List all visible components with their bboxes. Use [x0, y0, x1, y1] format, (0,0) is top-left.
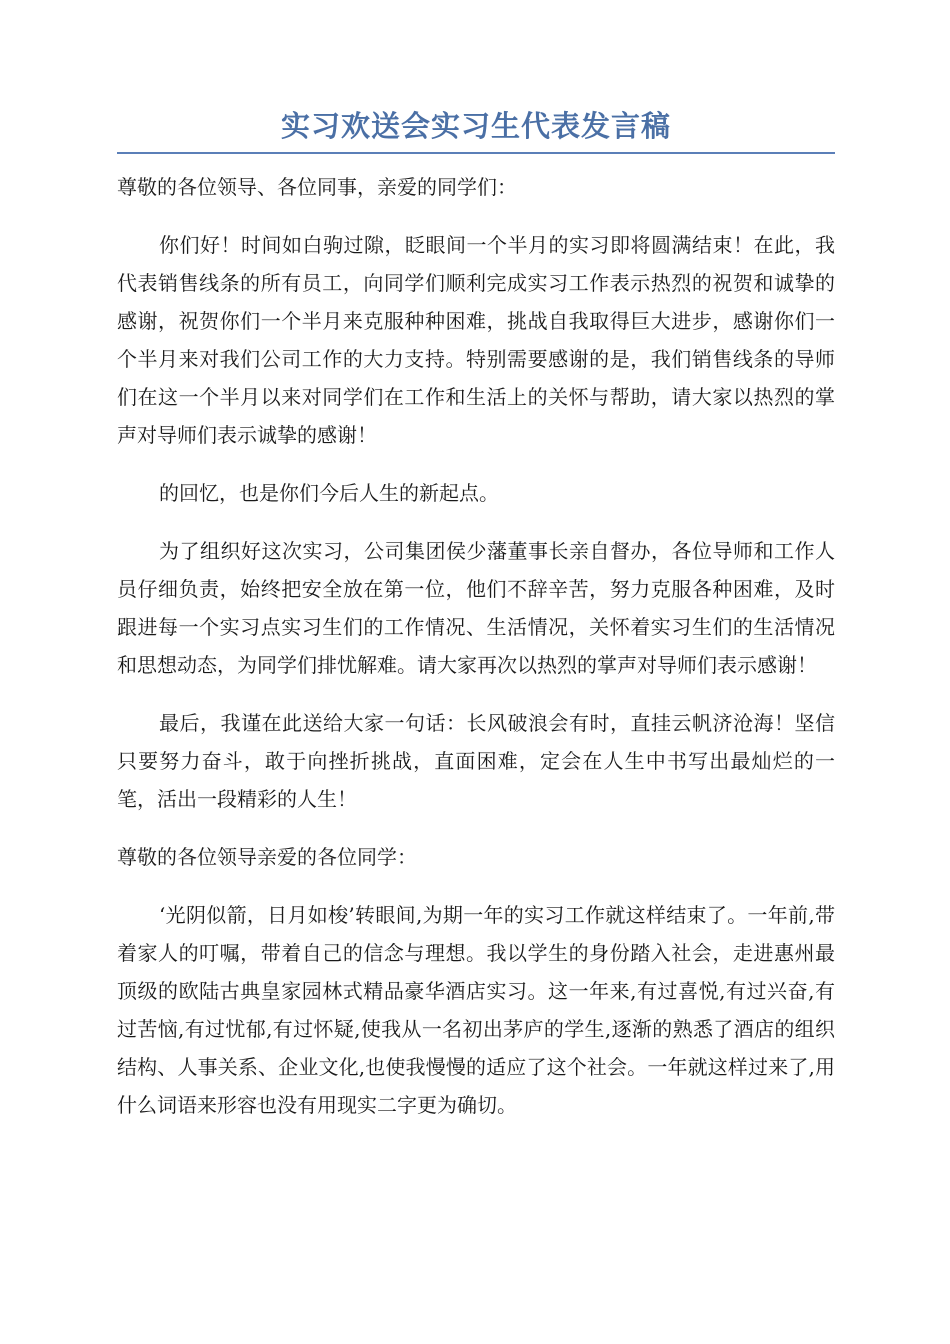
- title-underline: [117, 152, 835, 154]
- body-paragraph: 你们好！时间如白驹过隙，眨眼间一个半月的实习即将圆满结束！在此，我代表销售线条的所有员工，向同学们顺利完成实习工作表示热烈的祝贺和诚挚的感谢，祝贺你们一个半月来克服种种困难，挑战自我取得巨大进步，感谢你们一个半月来对我们公司工作的大力支持。特别需要感谢的是，我们销售线条的导师们在这一个半月以来对同学们在工作和生活上的关怀与帮助，请大家以热烈的掌声对导师们表示诚挚的感谢！: [117, 233, 835, 447]
- salutation-paragraph: 尊敬的各位领导、各位同事，亲爱的同学们：: [117, 175, 517, 199]
- document-page: [117, 100, 835, 1144]
- salutation-paragraph: 尊敬的各位领导亲爱的各位同学：: [117, 845, 417, 869]
- document-title: 实习欢送会实习生代表发言稿: [280, 109, 671, 143]
- body-paragraph: ‘光阴似箭，日月如梭’转眼间,为期一年的实习工作就这样结束了。一年前,带着家人的叮嘱，带着自己的信念与理想。我以学生的身份踏入社会，走进惠州最顶级的欧陆古典皇家园林式精品豪华酒店实习。这一年来,有过喜悦,有过兴奋,有过苦恼,有过忧郁,有过怀疑,使我从一名初出茅庐的学生,逐渐的熟悉了酒店的组织结构、人事关系、企业文化,也使我慢慢的适应了这个社会。一年就这样过来了,用什么词语来形容也没有用现实二字更为确切。: [117, 903, 835, 1117]
- body-paragraph: 为了组织好这次实习，公司集团侯少藩董事长亲自督办，各位导师和工作人员仔细负责，始终把安全放在第一位，他们不辞辛苦，努力克服各种困难，及时跟进每一个实习点实习生们的工作情况、生活情况，关怀着实习生们的生活情况和思想动态，为同学们排忧解难。请大家再次以热烈的掌声对导师们表示感谢！: [117, 539, 835, 677]
- body-paragraph: 最后，我谨在此送给大家一句话：长风破浪会有时，直挂云帆济沧海！坚信只要努力奋斗，敢于向挫折挑战，直面困难，定会在人生中书写出最灿烂的一笔，活出一段精彩的人生！: [117, 711, 835, 811]
- body-paragraph: 的回忆，也是你们今后人生的新起点。: [159, 481, 499, 505]
